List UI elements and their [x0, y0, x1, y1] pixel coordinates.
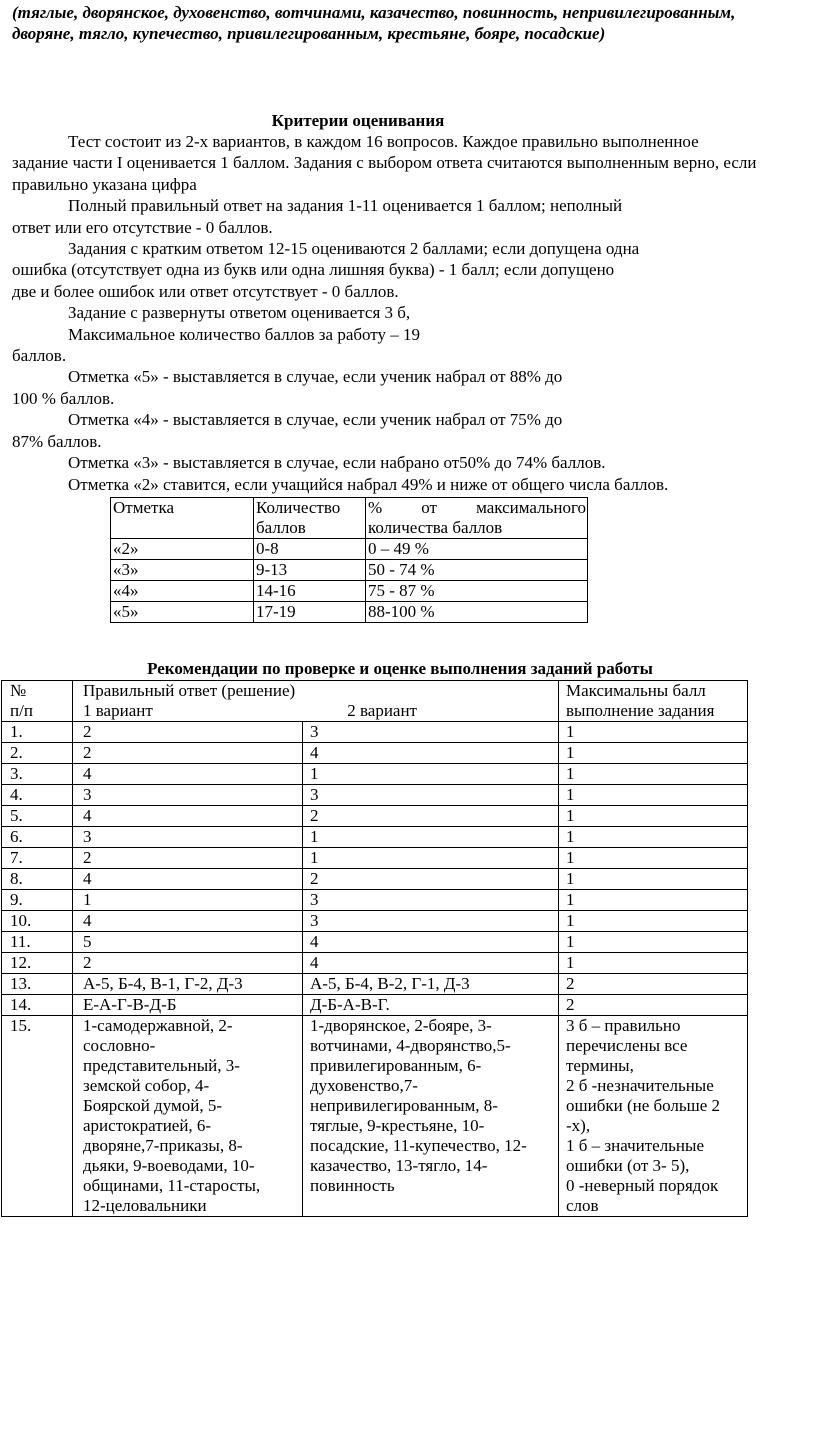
answers-header-num [2, 681, 73, 722]
answers-table-row [2, 722, 748, 743]
answers-row15-v1 [73, 1016, 303, 1217]
row15-v1-line: представительный, 3- [83, 1056, 240, 1075]
answers-table-row [2, 764, 748, 785]
criteria-p6-cont: 100 % баллов. [12, 388, 115, 408]
criteria-p2: Полный правильный ответ на задания 1-11 оценивается 1 баллом; неполный [68, 196, 623, 216]
answers-header-v1: 1 вариант [83, 701, 153, 720]
answers-table-row [2, 785, 748, 806]
grade-header-points-line2: баллов [256, 518, 306, 537]
row15-v2-line: непривилегированным, 8- [310, 1096, 498, 1115]
row15-max-line: 2 б -незначительные [566, 1076, 714, 1095]
row15-v1-line: дворяне,7-приказы, 8- [83, 1136, 243, 1155]
answers-table-row [2, 995, 748, 1016]
criteria-title: Критерии оценивания [271, 111, 445, 130]
answer-v2-cell: 1 [303, 827, 559, 848]
grade-header-points [254, 498, 366, 539]
answer-num-cell: 12. [2, 953, 73, 974]
answer-v1-cell: 4 [73, 911, 303, 932]
row15-max-line: ошибки (не больше 2 [566, 1096, 721, 1115]
answer-num-cell: 4. [2, 785, 73, 806]
grade-percent-cell: 0 – 49 % [366, 539, 588, 560]
row15-v1-line: 1-самодержавной, 2- [83, 1016, 233, 1035]
intro-term-list: (тяглые, дворянское, духовенство, вотчинами, казачество, повинность, непривилегированным, дворяне, тягло, купечество, привилегированным, крестьяне, бояре, посадские) [12, 3, 736, 44]
grade-table-row [111, 602, 588, 623]
row15-v2-line: духовенство,7- [310, 1076, 418, 1095]
answer-v2-cell: 3 [303, 785, 559, 806]
answer-v1-cell: 2 [73, 953, 303, 974]
criteria-p7-cont: 87% баллов. [12, 431, 102, 451]
answer-v1-cell: 2 [73, 722, 303, 743]
answer-num-cell: 7. [2, 848, 73, 869]
row15-v1-line: сословно- [83, 1036, 156, 1055]
answers-header-num-line1: № [10, 681, 27, 700]
criteria-p2-cont: ответ или его отсутствие - 0 баллов. [12, 217, 273, 237]
answer-v1-cell: 4 [73, 806, 303, 827]
row15-v1-line: аристократией, 6- [83, 1116, 212, 1135]
row15-v2-line: посадские, 11-купечество, 12- [310, 1136, 527, 1155]
answers-row15-v2 [303, 1016, 559, 1217]
answers-header-v2: 2 вариант [347, 701, 417, 720]
answer-max-cell: 2 [559, 995, 748, 1016]
answer-v2-cell: 3 [303, 890, 559, 911]
criteria-p6: Отметка «5» - выставляется в случае, если ученик набрал от 88% до [68, 367, 563, 387]
answer-num-cell: 10. [2, 911, 73, 932]
answer-num-cell: 13. [2, 974, 73, 995]
row15-v1-line: земской собор, 4- [83, 1076, 210, 1095]
grade-header-mark: Отметка [111, 498, 254, 539]
grade-header-percent-w3: максимального [476, 498, 586, 517]
answer-v2-cell: 4 [303, 953, 559, 974]
grade-mark-cell: «5» [111, 602, 254, 623]
grade-mark-cell: «4» [111, 581, 254, 602]
criteria-p3: Задания с кратким ответом 12-15 оцениваются 2 баллами; если допущена одна [68, 239, 640, 259]
answer-v2-cell: 4 [303, 932, 559, 953]
grade-header-percent-w1: % [368, 498, 383, 517]
grade-header-points-line1: Количество [256, 498, 341, 517]
criteria-p9: Отметка «2» ставится, если учащийся набрал 49% и ниже от общего числа баллов. [68, 474, 669, 494]
row15-v2-line: вотчинами, 4-дворянство,5- [310, 1036, 511, 1055]
row15-v2-line: повинность [310, 1176, 395, 1195]
recommendations-title: Рекомендации по проверке и оценке выполнения заданий работы [147, 659, 653, 678]
answers-table-row [2, 974, 748, 995]
answers-header-max-line2: выполнение задания [566, 701, 715, 720]
answer-num-cell: 2. [2, 743, 73, 764]
answer-v1-cell: 4 [73, 869, 303, 890]
answer-v1-cell: 1 [73, 890, 303, 911]
answer-v2-cell: Д-Б-А-В-Г. [303, 995, 559, 1016]
row15-v2-line: привилегированным, 6- [310, 1056, 482, 1075]
answers-header-max [559, 681, 748, 722]
answer-max-cell: 1 [559, 932, 748, 953]
answer-num-cell: 6. [2, 827, 73, 848]
answer-v1-cell: 2 [73, 848, 303, 869]
grade-table-row [111, 539, 588, 560]
row15-max-line: слов [566, 1196, 599, 1215]
grade-table-row [111, 560, 588, 581]
answer-num-cell: 14. [2, 995, 73, 1016]
answer-v2-cell: 1 [303, 848, 559, 869]
row15-v1-line: Боярской думой, 5- [83, 1096, 222, 1115]
answers-table-row [2, 743, 748, 764]
answer-v1-cell: 3 [73, 827, 303, 848]
answer-max-cell: 1 [559, 827, 748, 848]
answers-header-answer [73, 681, 559, 722]
grade-header-percent [366, 498, 588, 539]
grade-header-percent-line1 [368, 498, 586, 518]
grade-percent-cell: 50 - 74 % [366, 560, 588, 581]
answers-header-max-line1: Максимальны балл [566, 681, 706, 700]
answer-v1-cell: 3 [73, 785, 303, 806]
answer-max-cell: 1 [559, 953, 748, 974]
grade-table-header [111, 498, 588, 539]
grade-header-percent-w2: от [421, 498, 437, 517]
criteria-p4: Задание с развернуты ответом оценивается 3 б, [68, 303, 411, 323]
row15-max-line: 0 -неверный порядок [566, 1176, 719, 1195]
answer-max-cell: 1 [559, 890, 748, 911]
row15-v2-line: тяглые, 9-крестьяне, 10- [310, 1116, 485, 1135]
grade-table [110, 497, 588, 623]
row15-v1-line: общинами, 11-старосты, [83, 1176, 261, 1195]
answer-num-cell: 8. [2, 869, 73, 890]
answer-num-cell: 11. [2, 932, 73, 953]
answer-v2-cell: 3 [303, 911, 559, 932]
answers-header-num-line2: п/п [10, 701, 33, 720]
grade-points-cell: 17-19 [254, 602, 366, 623]
criteria-p3-cont: ошибка (отсутствует одна из букв или одна лишняя буква) - 1 балл; если допущено [12, 260, 615, 280]
answer-v2-cell: 2 [303, 869, 559, 890]
answer-v1-cell: 4 [73, 764, 303, 785]
answer-v2-cell: 4 [303, 743, 559, 764]
answer-max-cell: 1 [559, 869, 748, 890]
answers-table [1, 680, 748, 1217]
answer-v2-cell: 3 [303, 722, 559, 743]
grade-table-row [111, 581, 588, 602]
criteria-p5-cont: баллов. [12, 346, 67, 366]
answers-header-variants [83, 701, 557, 721]
row15-max-line: ошибки (от 3- 5), [566, 1156, 690, 1175]
answer-max-cell: 1 [559, 743, 748, 764]
criteria-p1-cont: задание части I оценивается 1 баллом. Задания с выбором ответа считаются выполненным верно, если правильно указана цифра [12, 153, 757, 194]
answer-max-cell: 1 [559, 785, 748, 806]
answers-row-15 [2, 1016, 748, 1217]
row15-v1-line: дьяки, 9-воеводами, 10- [83, 1156, 255, 1175]
answer-max-cell: 1 [559, 722, 748, 743]
criteria-p1: Тест состоит из 2-х вариантов, в каждом 16 вопросов. Каждое правильно выполненное [68, 132, 699, 151]
answers-table-row [2, 932, 748, 953]
answer-v2-cell: 1 [303, 764, 559, 785]
criteria-p7: Отметка «4» - выставляется в случае, если ученик набрал от 75% до [68, 410, 563, 430]
answer-max-cell: 1 [559, 911, 748, 932]
answer-max-cell: 1 [559, 806, 748, 827]
grade-points-cell: 0-8 [254, 539, 366, 560]
answer-v2-cell: 2 [303, 806, 559, 827]
answers-table-row [2, 869, 748, 890]
answer-num-cell: 5. [2, 806, 73, 827]
row15-v1-line: 12-целовальники [83, 1196, 207, 1215]
answer-v1-cell: 2 [73, 743, 303, 764]
answers-table-row [2, 827, 748, 848]
row15-max-line: 1 б – значительные [566, 1136, 705, 1155]
row15-max-line: 3 б – правильно [566, 1016, 681, 1035]
grade-percent-cell: 88-100 % [366, 602, 588, 623]
answers-table-row [2, 911, 748, 932]
row15-v2-line: казачество, 13-тягло, 14- [310, 1156, 488, 1175]
answers-row15-num: 15. [2, 1016, 73, 1217]
answer-max-cell: 1 [559, 764, 748, 785]
answer-num-cell: 1. [2, 722, 73, 743]
answer-num-cell: 3. [2, 764, 73, 785]
grade-mark-cell: «2» [111, 539, 254, 560]
row15-max-line: термины, [566, 1056, 634, 1075]
row15-v2-line: 1-дворянское, 2-бояре, 3- [310, 1016, 492, 1035]
answers-table-row [2, 848, 748, 869]
answers-header-answer-title: Правильный ответ (решение) [83, 681, 296, 700]
criteria-p8: Отметка «3» - выставляется в случае, если набрано от50% до 74% баллов. [68, 453, 606, 473]
grade-header-percent-line2: количества баллов [368, 518, 503, 537]
row15-max-line: -х), [566, 1116, 591, 1135]
answers-table-header [2, 681, 748, 722]
answer-max-cell: 2 [559, 974, 748, 995]
answer-num-cell: 9. [2, 890, 73, 911]
answers-table-row [2, 953, 748, 974]
criteria-text [12, 131, 782, 495]
answer-v1-cell: А-5, Б-4, В-1, Г-2, Д-3 [73, 974, 303, 995]
answer-v2-cell: А-5, Б-4, В-2, Г-1, Д-3 [303, 974, 559, 995]
answer-max-cell: 1 [559, 848, 748, 869]
grade-mark-cell: «3» [111, 560, 254, 581]
answers-table-row [2, 806, 748, 827]
row15-max-line: перечислены все [566, 1036, 688, 1055]
answers-row15-max [559, 1016, 748, 1217]
criteria-p3-cont2: две и более ошибок или ответ отсутствует - 0 баллов. [12, 281, 399, 301]
criteria-p5: Максимальное количество баллов за работу – 19 [68, 324, 420, 344]
answer-v1-cell: 5 [73, 932, 303, 953]
grade-points-cell: 14-16 [254, 581, 366, 602]
answer-v1-cell: Е-А-Г-В-Д-Б [73, 995, 303, 1016]
grade-points-cell: 9-13 [254, 560, 366, 581]
answers-table-row [2, 890, 748, 911]
grade-percent-cell: 75 - 87 % [366, 581, 588, 602]
